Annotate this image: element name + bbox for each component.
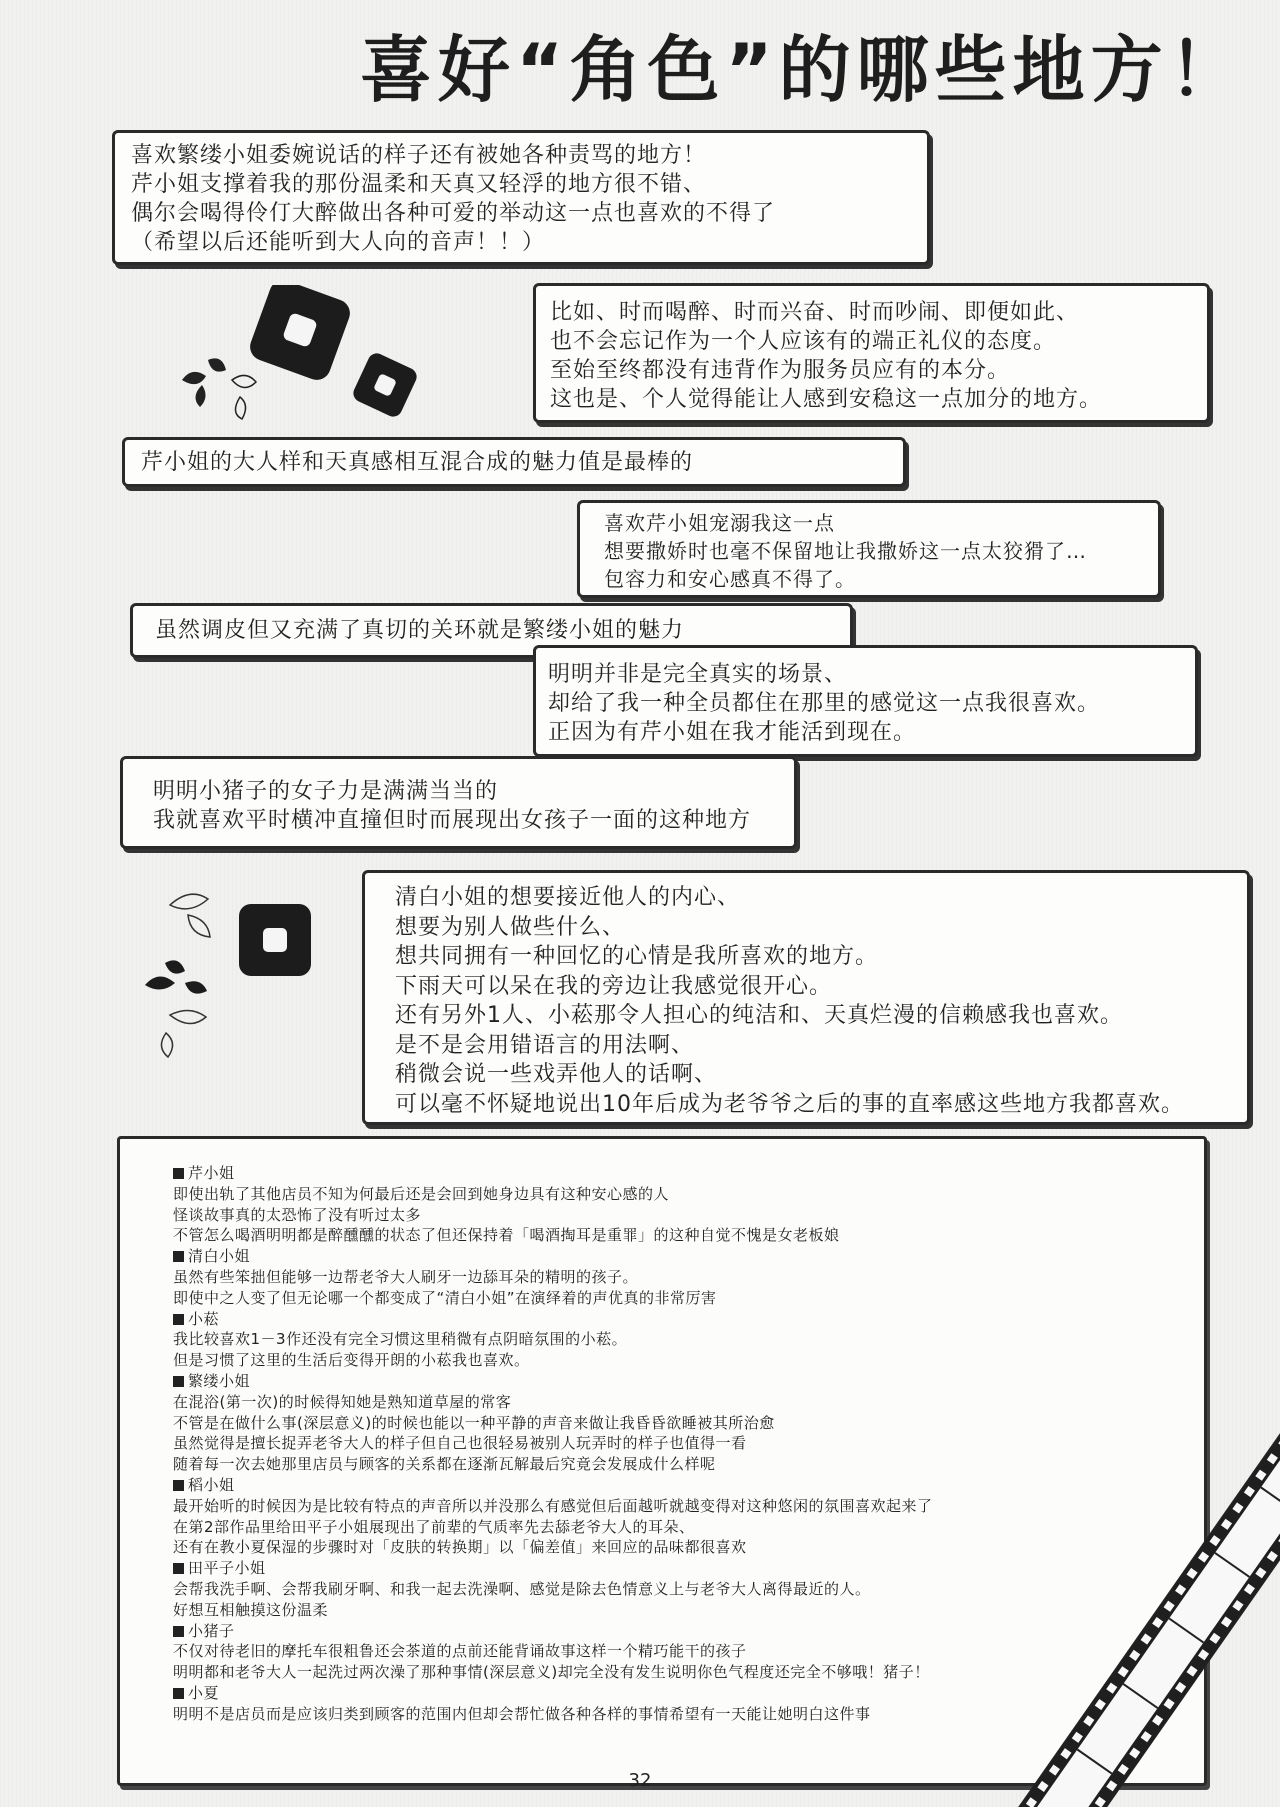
comment-bubble-3 (122, 437, 906, 487)
diamond-block-small-icon (350, 350, 419, 419)
section-heading: 小夏 (173, 1683, 1204, 1704)
comment-line: 可以毫不怀疑地说出10年后成为老爷爷之后的事的直率感这些地方我都喜欢。 (395, 1091, 1184, 1117)
page-title: 喜好“角色”的哪些地方！ (360, 28, 1247, 112)
diamond-block-icon (239, 904, 311, 976)
comment-line: 正因为有芹小姐在我才能活到现在。 (548, 720, 917, 745)
note-entry: 在混浴(第一次)的时候得知她是熟知道草屋的常客 (173, 1392, 512, 1411)
section-heading: 小菘 (173, 1309, 1204, 1330)
note-entry: 即使中之人变了但无论哪一个都变成了“清白小姐”在演绎着的声优真的非常厉害 (173, 1288, 717, 1307)
comment-line: 比如、时而喝醉、时而兴奋、时而吵闹、即便如此、 (550, 300, 1080, 325)
flower-doodle-icon (182, 358, 256, 419)
comment-line: 想共同拥有一种回忆的心情是我所喜欢的地方。 (395, 944, 879, 969)
diamond-block-large-icon (246, 285, 354, 384)
section-heading: 田平子小姐 (173, 1558, 1204, 1579)
decoration-diamonds-top (170, 285, 420, 425)
comment-line: 还有另外1人、小菘那令人担心的纯洁和、天真烂漫的信赖感我也喜欢。 (395, 1003, 1123, 1028)
comment-line: 喜欢繁缕小姐委婉说话的样子还有被她各种责骂的地方！ (131, 143, 707, 168)
section-heading: 稻小姐 (173, 1475, 1204, 1496)
note-entry: 我比较喜欢1－3作还没有完全习惯这里稍微有点阴暗氛围的小菘。 (173, 1330, 628, 1349)
page-number: 32 (628, 1770, 652, 1791)
comment-line: 喜欢芹小姐宠溺我这一点 (604, 511, 835, 535)
comment-bubble-2 (533, 283, 1210, 423)
comment-bubble-8 (362, 870, 1250, 1125)
section-heading: 芹小姐 (173, 1163, 1204, 1184)
comment-line: 明明并非是完全真实的场景、 (548, 662, 848, 687)
flower-doodle-icon (145, 894, 210, 1057)
decoration-diamonds-middle (140, 875, 340, 1065)
note-entry: 但是习惯了这里的生活后变得开朗的小菘我也喜欢。 (173, 1351, 530, 1370)
note-entry: 最开始听的时候因为是比较有特点的声音所以并没那么有感觉但后面越听就越变得对这种悠闲的氛围喜欢起来了 (173, 1496, 933, 1515)
comment-bubble-4 (577, 500, 1161, 598)
comment-line: 稍微会说一些戏弄他人的话啊、 (395, 1062, 718, 1087)
comment-line: 芹小姐的大人样和天真感相互混合成的魅力值是最棒的 (141, 450, 694, 475)
comment-line: 至始至终都没有违背作为服务员应有的本分。 (550, 358, 1011, 383)
note-entry: 不管怎么喝酒明明都是醉醺醺的状态了但还保持着「喝酒掏耳是重罪」的这种自觉不愧是女老板娘 (173, 1226, 840, 1245)
comment-line: 却给了我一种全员都住在那里的感觉这一点我很喜欢。 (548, 691, 1101, 716)
comment-bubble-7 (120, 756, 797, 849)
note-entry: 明明不是店员而是应该归类到顾客的范围内但却会帮忙做各种各样的事情希望有一天能让她明白这件事 (173, 1704, 871, 1723)
comment-line: 也不会忘记作为一个人应该有的端正礼仪的态度。 (550, 329, 1057, 354)
comment-line: 想要撒娇时也毫不保留地让我撒娇这一点太狡猾了… (604, 539, 1087, 563)
comment-line: 芹小姐支撑着我的那份温柔和天真又轻浮的地方很不错、 (131, 172, 707, 197)
notes-section (173, 1163, 1204, 1246)
section-heading: 繁缕小姐 (173, 1371, 1204, 1392)
comment-line: 清白小姐的想要接近他人的内心、 (395, 885, 741, 910)
notes-section (173, 1309, 1204, 1371)
comment-line: 想要为别人做些什么、 (395, 914, 626, 940)
comment-bubble-1 (112, 130, 930, 265)
comment-line: （希望以后还能听到大人向的音声！！） (131, 230, 546, 255)
note-entry: 还有在教小夏保湿的步骤时对「皮肤的转换期」以「偏差值」来回应的品味都很喜欢 (173, 1538, 747, 1557)
note-entry: 怪谈故事真的太恐怖了没有听过太多 (173, 1205, 422, 1224)
comment-line: 这也是、个人觉得能让人感到安稳这一点加分的地方。 (550, 387, 1103, 412)
note-entry: 会帮我洗手啊、会帮我刷牙啊、和我一起去洗澡啊、感觉是除去色情意义上与老爷大人离得最近的人。 (173, 1579, 871, 1598)
comment-line: 是不是会用错语言的用法啊、 (395, 1032, 695, 1058)
comment-line: 明明小猪子的女子力是满满当当的 (153, 779, 499, 804)
comment-line: 下雨天可以呆在我的旁边让我感觉很开心。 (395, 973, 833, 999)
comment-line: 包容力和安心感真不得了。 (604, 567, 856, 591)
film-strip-decoration (1000, 1420, 1280, 1807)
note-entry: 随着每一次去她那里店员与顾客的关系都在逐渐瓦解最后究竟会发展成什么样呢 (173, 1455, 716, 1474)
note-entry: 虽然觉得是擅长捉弄老爷大人的样子但自己也很轻易被别人玩弄时的样子也值得一看 (173, 1434, 747, 1453)
comment-line: 偶尔会喝得伶仃大醉做出各种可爱的举动这一点也喜欢的不得了 (131, 201, 776, 226)
note-entry: 不仅对待老旧的摩托车很粗鲁还会茶道的点前还能背诵故事这样一个精巧能干的孩子 (173, 1642, 747, 1661)
notes-section (173, 1246, 1204, 1308)
comment-line: 我就喜欢平时横冲直撞但时而展现出女孩子一面的这种地方 (153, 808, 752, 833)
note-entry: 虽然有些笨拙但能够一边帮老爷大人刷牙一边舔耳朵的精明的孩子。 (173, 1267, 639, 1286)
comment-bubble-6 (533, 645, 1198, 757)
note-entry: 在第2部作品里给田平子小姐展现出了前辈的气质率先去舔老爷大人的耳朵、 (173, 1517, 695, 1536)
comment-line: 虽然调皮但又充满了真切的关环就是繁缕小姐的魅力 (155, 618, 685, 643)
note-entry: 不管是在做什么事(深层意义)的时候也能以一种平静的声音来做让我昏昏欲睡被其所治愈 (173, 1413, 775, 1432)
note-entry: 明明都和老爷大人一起洗过两次澡了那种事情(深层意义)却完全没有发生说明你色气程度还完全不够哦！猪子！ (173, 1663, 930, 1682)
note-entry: 即使出轨了其他店员不知为何最后还是会回到她身边具有这种安心感的人 (173, 1184, 670, 1203)
note-entry: 好想互相触摸这份温柔 (173, 1600, 329, 1619)
section-heading: 小猪子 (173, 1621, 1204, 1642)
section-heading: 清白小姐 (173, 1246, 1204, 1267)
